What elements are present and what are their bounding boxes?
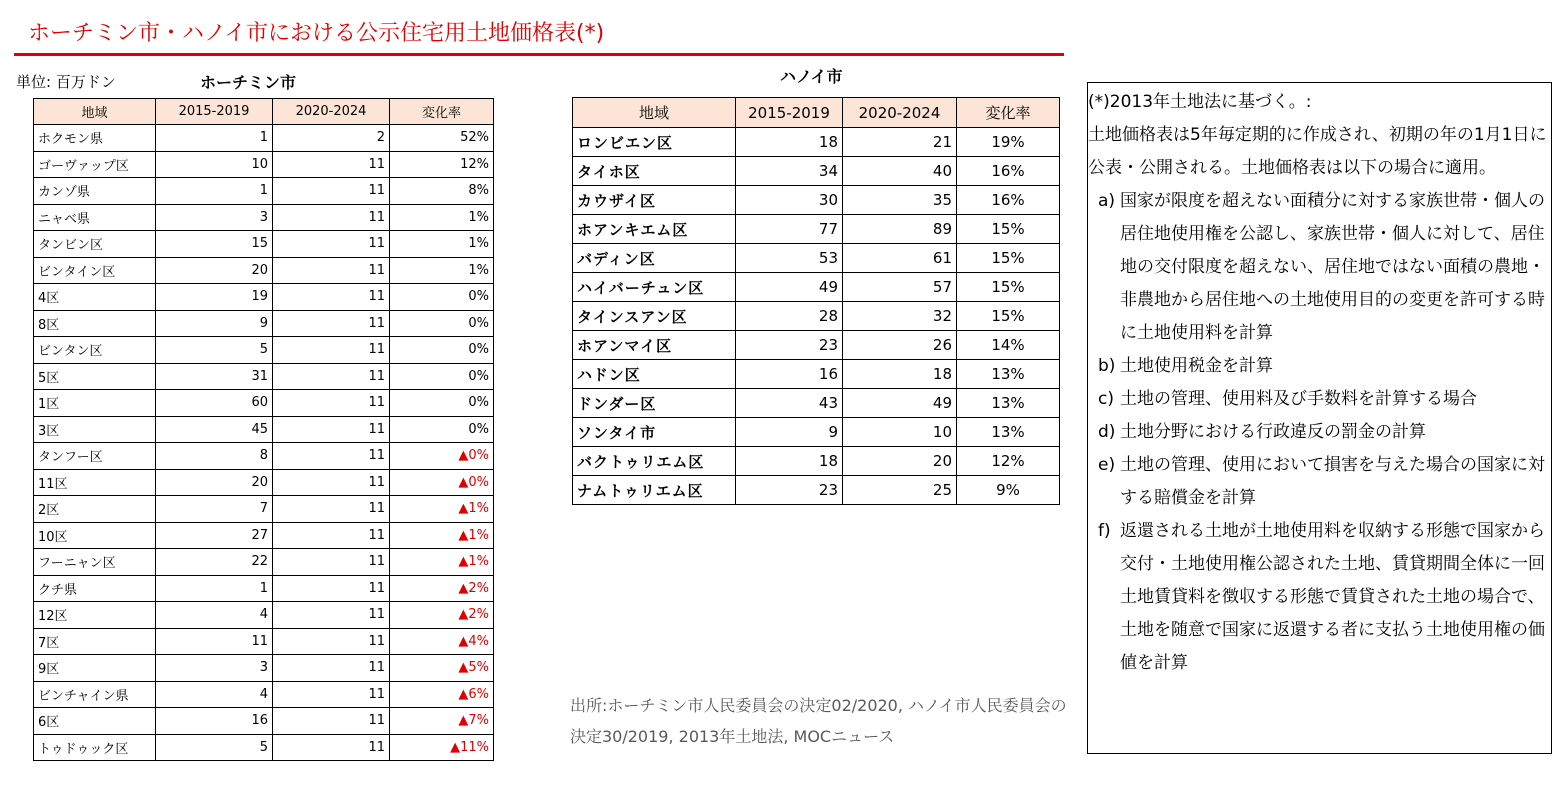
price-2015-2019: 16: [736, 360, 843, 389]
price-2015-2019: 7: [156, 496, 273, 523]
change-rate: ▲0%: [390, 443, 494, 470]
price-2020-2024: 11: [273, 231, 390, 258]
change-rate: 0%: [390, 310, 494, 337]
table-row: [573, 476, 1060, 505]
price-2015-2019: 3: [156, 655, 273, 682]
col-header-region: 地域: [34, 99, 156, 125]
region-name: ホクモン県: [34, 125, 156, 152]
table-row: [573, 244, 1060, 273]
notes-list: [1088, 185, 1547, 680]
region-name: バクトゥリエム区: [573, 447, 736, 476]
table-row: [34, 628, 494, 655]
region-name: 2区: [34, 496, 156, 523]
price-2020-2024: 11: [273, 204, 390, 231]
price-2015-2019: 1: [156, 575, 273, 602]
region-name: ビンチャイン県: [34, 681, 156, 708]
price-2015-2019: 20: [156, 469, 273, 496]
note-item-label: b): [1098, 356, 1116, 376]
price-2020-2024: 21: [843, 128, 957, 157]
region-name: カンゾ県: [34, 178, 156, 205]
table-row: [34, 549, 494, 576]
change-rate: 0%: [390, 363, 494, 390]
note-item: [1088, 185, 1547, 350]
table-row: [34, 310, 494, 337]
price-2020-2024: 11: [273, 337, 390, 364]
price-2020-2024: 11: [273, 655, 390, 682]
region-name: ニャベ県: [34, 204, 156, 231]
notes-heading: (*)2013年土地法に基づく。:: [1088, 92, 1312, 112]
price-2015-2019: 9: [736, 418, 843, 447]
price-2015-2019: 53: [736, 244, 843, 273]
change-rate: ▲0%: [390, 469, 494, 496]
price-2015-2019: 43: [736, 389, 843, 418]
region-name: 9区: [34, 655, 156, 682]
table-row: [573, 447, 1060, 476]
change-rate: 12%: [957, 447, 1060, 476]
table-row: [34, 337, 494, 364]
source-note: 出所:ホーチミン市人民委員会の決定02/2020, ハノイ市人民委員会の決定30/2019, 2013年土地法, MOCニュース: [570, 696, 1067, 746]
price-2020-2024: 11: [273, 681, 390, 708]
region-name: 10区: [34, 522, 156, 549]
price-2015-2019: 1: [156, 125, 273, 152]
price-2015-2019: 45: [156, 416, 273, 443]
price-2020-2024: 11: [273, 522, 390, 549]
change-rate: 1%: [390, 204, 494, 231]
price-2020-2024: 11: [273, 178, 390, 205]
change-rate: 15%: [957, 302, 1060, 331]
price-2015-2019: 27: [156, 522, 273, 549]
region-name: ドンダー区: [573, 389, 736, 418]
note-item: [1088, 383, 1547, 416]
table-row: [573, 360, 1060, 389]
note-item-label: e): [1098, 455, 1116, 475]
price-2020-2024: 11: [273, 416, 390, 443]
price-2020-2024: 20: [843, 447, 957, 476]
col-header-region: 地域: [573, 98, 736, 128]
price-2015-2019: 49: [736, 273, 843, 302]
change-rate: ▲2%: [390, 575, 494, 602]
price-2020-2024: 11: [273, 575, 390, 602]
table-row: [34, 257, 494, 284]
table-row: [573, 128, 1060, 157]
price-2015-2019: 23: [736, 331, 843, 360]
note-item-label: d): [1098, 422, 1116, 442]
price-2020-2024: 11: [273, 443, 390, 470]
price-2015-2019: 19: [156, 284, 273, 311]
region-name: トゥドゥック区: [34, 734, 156, 761]
change-rate: 12%: [390, 151, 494, 178]
table-row: [34, 416, 494, 443]
price-2020-2024: 11: [273, 151, 390, 178]
region-name: 4区: [34, 284, 156, 311]
table-row: [573, 157, 1060, 186]
price-2020-2024: 25: [843, 476, 957, 505]
notes-box: [1087, 82, 1552, 754]
change-rate: 14%: [957, 331, 1060, 360]
table-row: [34, 443, 494, 470]
col-header-2015-2019: 2015-2019: [736, 98, 843, 128]
table-row: [34, 363, 494, 390]
price-2020-2024: 61: [843, 244, 957, 273]
change-rate: 15%: [957, 273, 1060, 302]
price-2015-2019: 60: [156, 390, 273, 417]
price-2020-2024: 11: [273, 602, 390, 629]
price-2020-2024: 11: [273, 549, 390, 576]
region-name: タンビン区: [34, 231, 156, 258]
table-row: [34, 284, 494, 311]
change-rate: ▲4%: [390, 628, 494, 655]
region-name: ハイバーチュン区: [573, 273, 736, 302]
page-title: ホーチミン市・ハノイ市における公示住宅用土地価格表(*): [28, 21, 605, 46]
region-name: ホアンマイ区: [573, 331, 736, 360]
price-2020-2024: 32: [843, 302, 957, 331]
price-2020-2024: 18: [843, 360, 957, 389]
price-2020-2024: 57: [843, 273, 957, 302]
change-rate: ▲1%: [390, 549, 494, 576]
table-row: [573, 389, 1060, 418]
price-2015-2019: 20: [156, 257, 273, 284]
region-name: フーニャン区: [34, 549, 156, 576]
price-2015-2019: 23: [736, 476, 843, 505]
region-name: ソンタイ市: [573, 418, 736, 447]
table-row: [34, 655, 494, 682]
price-2015-2019: 34: [736, 157, 843, 186]
hcm-price-table: [33, 98, 494, 761]
price-2015-2019: 31: [156, 363, 273, 390]
price-2015-2019: 9: [156, 310, 273, 337]
region-name: ロンビエン区: [573, 128, 736, 157]
col-header-2020-2024: 2020-2024: [273, 99, 390, 125]
note-item-text: 返還される土地が土地使用料を収納する形態で国家から交付・土地使用権公認された土地、賃貸期間全体に一回土地賃貸料を徴収する形態で賃貸された土地の場合で、土地を随意で国家に返還する者に支払う土地使用権の価値を計算: [1120, 521, 1545, 673]
region-name: 7区: [34, 628, 156, 655]
col-header-2015-2019: 2015-2019: [156, 99, 273, 125]
price-2020-2024: 2: [273, 125, 390, 152]
notes-intro: 土地価格表は5年毎定期的に作成され、初期の年の1月1日に公表・公開される。土地価格表は以下の場合に適用。: [1088, 125, 1547, 178]
note-item: [1088, 350, 1547, 383]
col-header-change-rate: 変化率: [957, 98, 1060, 128]
price-2015-2019: 15: [156, 231, 273, 258]
col-header-2020-2024: 2020-2024: [843, 98, 957, 128]
note-item: [1088, 416, 1547, 449]
table-row: [34, 522, 494, 549]
price-2015-2019: 30: [736, 186, 843, 215]
region-name: 5区: [34, 363, 156, 390]
change-rate: 1%: [390, 231, 494, 258]
unit-label: 単位: 百万ドン: [16, 73, 116, 91]
change-rate: 0%: [390, 390, 494, 417]
table-row: [573, 273, 1060, 302]
table-row: [34, 496, 494, 523]
price-2020-2024: 11: [273, 469, 390, 496]
price-2015-2019: 18: [736, 447, 843, 476]
note-item-text: 土地の管理、使用において損害を与えた場合の国家に対する賠償金を計算: [1120, 455, 1545, 508]
title-underline: [14, 53, 1064, 56]
region-name: ゴーヴァップ区: [34, 151, 156, 178]
change-rate: ▲1%: [390, 496, 494, 523]
table-row: [34, 204, 494, 231]
price-2015-2019: 28: [736, 302, 843, 331]
region-name: ビンタン区: [34, 337, 156, 364]
region-name: カウザイ区: [573, 186, 736, 215]
change-rate: 19%: [957, 128, 1060, 157]
price-2015-2019: 22: [156, 549, 273, 576]
price-2020-2024: 11: [273, 734, 390, 761]
change-rate: 52%: [390, 125, 494, 152]
price-2015-2019: 3: [156, 204, 273, 231]
table-row: [34, 708, 494, 735]
price-2020-2024: 11: [273, 284, 390, 311]
region-name: ナムトゥリエム区: [573, 476, 736, 505]
note-item-text: 土地使用税金を計算: [1120, 356, 1273, 376]
change-rate: ▲6%: [390, 681, 494, 708]
hcm-table-title: ホーチミン市: [200, 73, 297, 92]
table-row: [573, 331, 1060, 360]
price-2015-2019: 8: [156, 443, 273, 470]
price-2015-2019: 4: [156, 602, 273, 629]
table-row: [34, 151, 494, 178]
change-rate: ▲11%: [390, 734, 494, 761]
table-row: [34, 602, 494, 629]
table-header-row: [573, 98, 1060, 128]
price-2020-2024: 11: [273, 628, 390, 655]
table-row: [34, 178, 494, 205]
price-2020-2024: 26: [843, 331, 957, 360]
table-row: [573, 215, 1060, 244]
price-2015-2019: 18: [736, 128, 843, 157]
region-name: 1区: [34, 390, 156, 417]
region-name: クチ県: [34, 575, 156, 602]
price-2020-2024: 10: [843, 418, 957, 447]
table-row: [34, 681, 494, 708]
note-item: [1088, 515, 1547, 680]
note-item-label: a): [1098, 191, 1116, 211]
note-item-label: c): [1098, 389, 1114, 409]
region-name: ホアンキエム区: [573, 215, 736, 244]
region-name: 8区: [34, 310, 156, 337]
change-rate: 13%: [957, 389, 1060, 418]
price-2015-2019: 1: [156, 178, 273, 205]
price-2020-2024: 11: [273, 310, 390, 337]
price-2015-2019: 5: [156, 734, 273, 761]
table-row: [34, 734, 494, 761]
price-2020-2024: 11: [273, 708, 390, 735]
change-rate: 1%: [390, 257, 494, 284]
col-header-change-rate: 変化率: [390, 99, 494, 125]
change-rate: 15%: [957, 215, 1060, 244]
change-rate: 0%: [390, 416, 494, 443]
table-row: [573, 302, 1060, 331]
price-2020-2024: 40: [843, 157, 957, 186]
region-name: 3区: [34, 416, 156, 443]
price-2020-2024: 11: [273, 363, 390, 390]
change-rate: 13%: [957, 360, 1060, 389]
price-2020-2024: 89: [843, 215, 957, 244]
change-rate: ▲7%: [390, 708, 494, 735]
table-row: [34, 575, 494, 602]
change-rate: 13%: [957, 418, 1060, 447]
price-2020-2024: 11: [273, 257, 390, 284]
note-item: [1088, 449, 1547, 515]
hanoi-price-table: [572, 97, 1060, 505]
table-row: [573, 186, 1060, 215]
change-rate: ▲5%: [390, 655, 494, 682]
hanoi-table-title: ハノイ市: [780, 67, 843, 86]
region-name: タンフー区: [34, 443, 156, 470]
note-item-text: 国家が限度を超えない面積分に対する家族世帯・個人の居住地使用権を公認し、家族世帯・個人に対して、居住地の交付限度を超えない、居住地ではない面積の農地・非農地から居住地への土地使用目的の変更を許可する時に土地使用料を計算: [1120, 191, 1545, 343]
change-rate: ▲2%: [390, 602, 494, 629]
table-row: [573, 418, 1060, 447]
price-2020-2024: 49: [843, 389, 957, 418]
table-row: [34, 231, 494, 258]
price-2015-2019: 5: [156, 337, 273, 364]
region-name: バディン区: [573, 244, 736, 273]
table-row: [34, 125, 494, 152]
price-2020-2024: 35: [843, 186, 957, 215]
table-header-row: [34, 99, 494, 125]
region-name: タイホ区: [573, 157, 736, 186]
change-rate: 0%: [390, 284, 494, 311]
price-2015-2019: 77: [736, 215, 843, 244]
price-2015-2019: 10: [156, 151, 273, 178]
note-item-text: 土地分野における行政違反の罰金の計算: [1120, 422, 1426, 442]
note-item-text: 土地の管理、使用料及び手数料を計算する場合: [1120, 389, 1477, 409]
change-rate: ▲1%: [390, 522, 494, 549]
region-name: 11区: [34, 469, 156, 496]
note-item-label: f): [1098, 521, 1111, 541]
change-rate: 8%: [390, 178, 494, 205]
change-rate: 0%: [390, 337, 494, 364]
region-name: ハドン区: [573, 360, 736, 389]
price-2015-2019: 16: [156, 708, 273, 735]
price-2015-2019: 11: [156, 628, 273, 655]
price-2020-2024: 11: [273, 496, 390, 523]
change-rate: 9%: [957, 476, 1060, 505]
price-2020-2024: 11: [273, 390, 390, 417]
region-name: タインスアン区: [573, 302, 736, 331]
change-rate: 16%: [957, 186, 1060, 215]
region-name: 6区: [34, 708, 156, 735]
change-rate: 15%: [957, 244, 1060, 273]
table-row: [34, 390, 494, 417]
change-rate: 16%: [957, 157, 1060, 186]
price-2015-2019: 4: [156, 681, 273, 708]
region-name: ビンタイン区: [34, 257, 156, 284]
region-name: 12区: [34, 602, 156, 629]
table-row: [34, 469, 494, 496]
